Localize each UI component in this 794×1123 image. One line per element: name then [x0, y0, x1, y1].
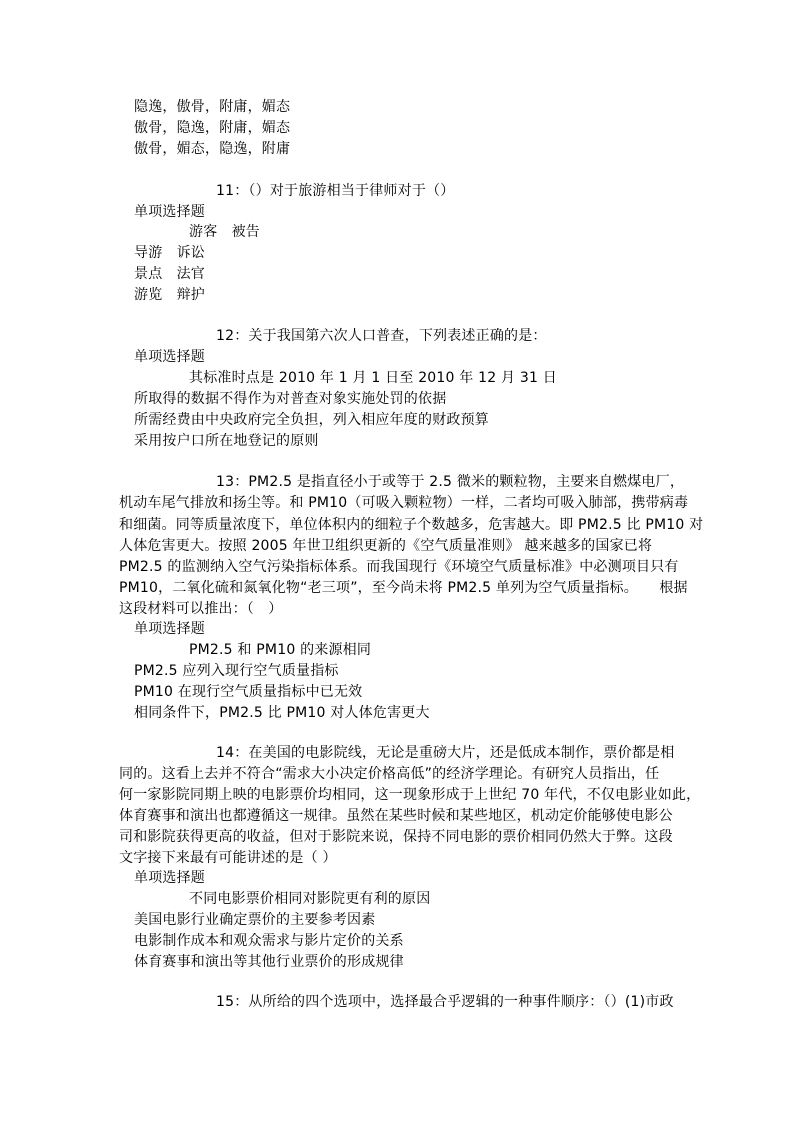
question-13-option-d: 相同条件下，PM2.5 比 PM10 对人体危害更大 [134, 705, 430, 721]
question-14-option-c: 电影制作成本和观众需求与影片定价的关系 [134, 933, 404, 949]
question-13-stem-line: 13：PM2.5 是指直径小于或等于 2.5 微米的颗粒物，主要来自燃煤电厂， [216, 474, 685, 490]
question-13-stem-line: 机动车尾气排放和扬尘等。和 PM10（可吸入颗粒物）一样，二者均可吸入肺部，携带病毒 [119, 495, 689, 511]
question-14-stem-line: 司和影院获得更高的收益，但对于影院来说，保持不同电影的票价相同仍然大于弊。这段 [119, 829, 673, 845]
question-12-stem: 12：关于我国第六次人口普查，下列表述正确的是： [216, 328, 547, 344]
question-13-stem-line: PM10，二氧化硫和氮氧化物“老三项”，至今尚未将 PM2.5 单列为空气质量指标。 根据 [119, 580, 688, 596]
question-13-stem-line: PM2.5 的监测纳入空气污染指标体系。而我国现行《环境空气质量标准》中必测项目只有 [119, 559, 679, 575]
question-15-stem: 15：从所给的四个选项中，选择最合乎逻辑的一种事件顺序：（）(1)市政 [216, 994, 674, 1010]
question-11-option-a: 游客 被告 [189, 224, 260, 240]
option-line: 傲骨，隐逸，附庸，媚态 [134, 120, 291, 136]
question-11-option-d: 游览 辩护 [134, 287, 205, 303]
question-12-option-c: 所需经费由中央政府完全负担，列入相应年度的财政预算 [134, 412, 489, 428]
question-13-option-a: PM2.5 和 PM10 的来源相同 [189, 642, 372, 658]
option-line: 傲骨，媚态，隐逸，附庸 [134, 141, 291, 157]
question-13-stem-line: 这段材料可以推出：（ ） [119, 601, 283, 617]
question-12-option-a: 其标准时点是 2010 年 1 月 1 日至 2010 年 12 月 31 日 [189, 370, 557, 386]
question-14-option-a: 不同电影票价相同对影院更有利的原因 [189, 891, 431, 907]
question-11-option-b: 导游 诉讼 [134, 245, 205, 261]
question-14-option-b: 美国电影行业确定票价的主要参考因素 [134, 912, 376, 928]
question-13-stem-line: 和细菌。同等质量浓度下，单位体积内的细粒子个数越多，危害越大。即 PM2.5 比 PM10 对 [119, 517, 704, 533]
question-14-type: 单项选择题 [134, 870, 205, 886]
question-12-type: 单项选择题 [134, 349, 205, 365]
question-13-type: 单项选择题 [134, 621, 205, 637]
question-13-stem-line: 人体危害更大。按照 2005 年世卫组织更新的《空气质量准则》 越来越多的国家已将 [119, 538, 653, 554]
option-line: 隐逸，傲骨，附庸，媚态 [134, 99, 291, 115]
question-14-stem-line: 14：在美国的电影院线，无论是重磅大片，还是低成本制作，票价都是相 [216, 745, 675, 761]
question-14-stem-line: 何一家影院同期上映的电影票价均相同，这一现象形成于上世纪 70 年代，不仅电影业如此， [119, 787, 701, 803]
question-12-option-b: 所取得的数据不得作为对普查对象实施处罚的依据 [134, 391, 447, 407]
question-13-option-c: PM10 在现行空气质量指标中已无效 [134, 684, 363, 700]
question-12-option-d: 采用按户口所在地登记的原则 [134, 433, 319, 449]
question-11-stem: 11：（）对于旅游相当于律师对于（） [216, 183, 455, 199]
question-14-stem-line: 体育赛事和演出也都遵循这一规律。虽然在某些时候和某些地区，机动定价能够使电影公 [119, 808, 673, 824]
question-14-stem-line: 文字接下来最有可能讲述的是（ ） [119, 850, 337, 866]
question-14-stem-line: 同的。这看上去并不符合“需求大小决定价格高低”的经济学理论。有研究人员指出，任 [119, 766, 660, 782]
question-11-option-c: 景点 法官 [134, 266, 205, 282]
question-14-option-d: 体育赛事和演出等其他行业票价的形成规律 [134, 954, 404, 970]
question-11-type: 单项选择题 [134, 204, 205, 220]
question-13-option-b: PM2.5 应列入现行空气质量指标 [134, 663, 339, 679]
